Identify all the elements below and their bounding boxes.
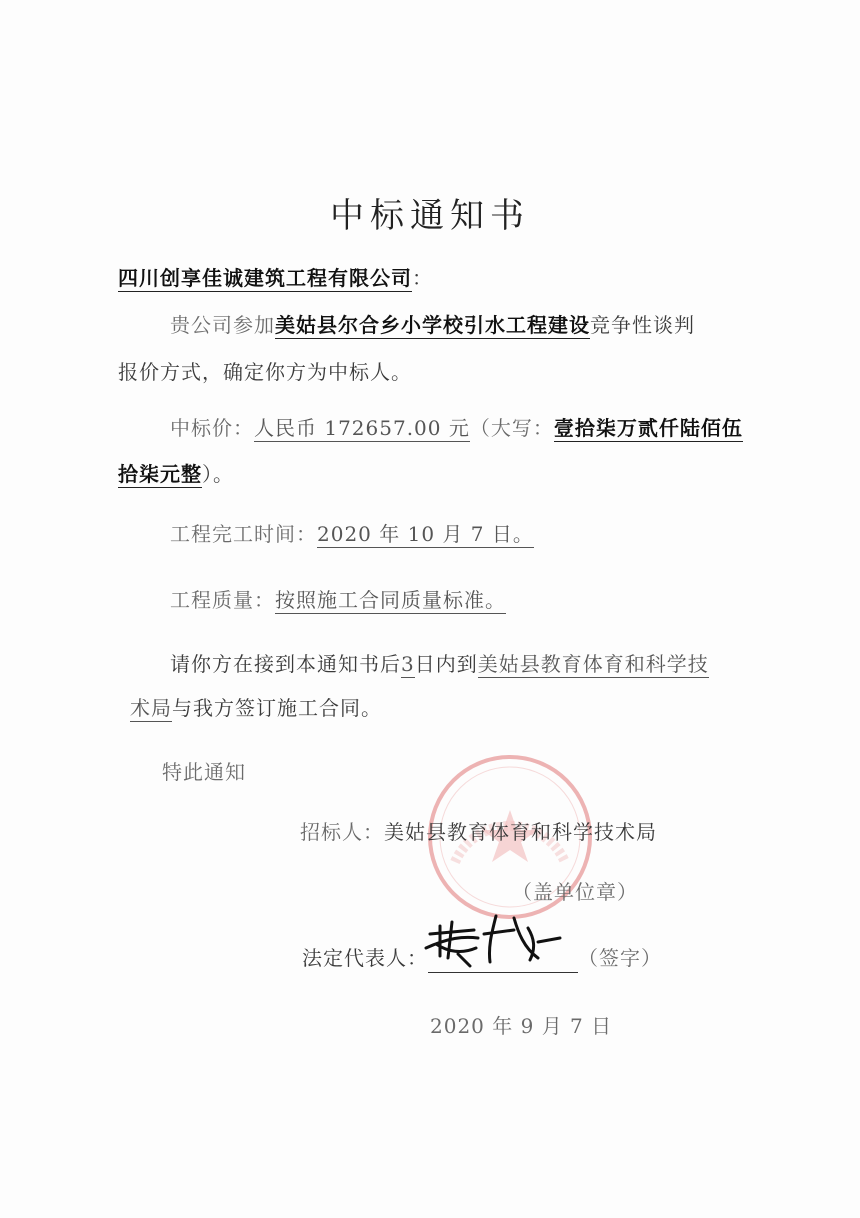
price-capital-line1: 壹拾柒万贰仟陆佰伍 <box>553 416 743 440</box>
price-label: 中标价： <box>170 416 254 440</box>
completion-value: 2020 年 10 月 7 日。 <box>317 522 534 546</box>
tenderer-name: 美姑县教育体育和科学技术局 <box>384 820 657 844</box>
contract-agency-line2: 术局 <box>130 696 172 720</box>
project-name: 美姑县尔合乡小学校引水工程建设 <box>275 313 590 337</box>
paragraph1-line1 <box>170 311 695 339</box>
issue-date: 2020 年 9 月 7 日 <box>430 1014 613 1038</box>
handwritten-signature <box>418 908 568 968</box>
tenderer-line <box>300 818 657 846</box>
sign-note: （签字） <box>578 946 662 970</box>
price-close: ）。 <box>202 462 234 486</box>
document-title: 中标通知书 <box>330 196 530 236</box>
contract-line2 <box>130 694 382 722</box>
paragraph1-line2: 报价方式，确定你方为中标人。 <box>118 360 412 384</box>
seal-note: （盖单位章） <box>512 880 638 904</box>
paragraph1-suffix: 竞争性谈判 <box>590 313 695 337</box>
recipient-colon: ： <box>412 266 433 290</box>
tenderer-label: 招标人： <box>300 820 384 844</box>
contract-line1 <box>170 650 709 678</box>
price-capital-line2: 拾柒元整 <box>118 462 202 486</box>
contract-days: 3 <box>401 652 415 676</box>
quality-label: 工程质量： <box>170 588 275 612</box>
price-capital-prefix: （大写： <box>469 416 554 440</box>
contract-text1: 请你方在接到本通知书后 <box>170 652 401 676</box>
contract-agency-line1: 美姑县教育体育和科学技 <box>477 652 709 676</box>
legal-rep-label: 法定代表人： <box>302 946 428 970</box>
notice-text: 特此通知 <box>162 760 246 784</box>
completion-label: 工程完工时间： <box>170 522 317 546</box>
recipient-line <box>118 264 433 292</box>
price-line2 <box>118 460 234 488</box>
contract-text2: 日内到 <box>414 652 478 676</box>
price-line1 <box>170 414 743 442</box>
paragraph1-prefix: 贵公司参加 <box>170 313 275 337</box>
recipient-company: 四川创享佳诚建筑工程有限公司 <box>118 266 412 290</box>
completion-line <box>170 520 534 548</box>
quality-value: 按照施工合同质量标准。 <box>275 588 506 612</box>
price-amount: 人民币 172657.00 元 <box>254 416 470 440</box>
quality-line <box>170 586 506 614</box>
contract-text3: 与我方签订施工合同。 <box>172 696 382 720</box>
